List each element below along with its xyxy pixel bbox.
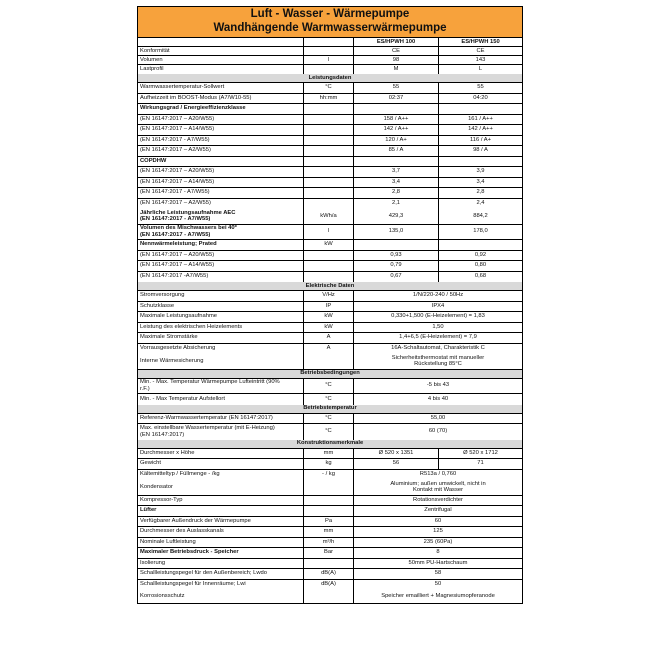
performance-group bbox=[138, 83, 522, 209]
spec-row: (EN 16147:2017 – A2/W55) 2,1 2,4 bbox=[138, 199, 522, 210]
spec-row: Min. - Max Temperatur Aufstellort °C 4 bis 40 bbox=[138, 394, 522, 405]
spec-row-mixed-water: Volumen des Mischwassers bei 40º (EN 16147:2017 - A7/W55) l 135,0 178,0 bbox=[138, 225, 522, 241]
spec-label: Lüfter bbox=[138, 506, 304, 516]
spec-label: (EN 16147:2017 – A20/W55) bbox=[138, 251, 304, 261]
spec-row: (EN 16147:2017 – A14/W55) 142 / A++ 142 / A++ bbox=[138, 125, 522, 136]
spec-row-condenser: Kondensator Aluminium; außen umwickelt, nicht in Kontakt mit Wasser bbox=[138, 480, 522, 496]
spec-row: Verfügbarer Außendruck der Wärmepumpe Pa 60 bbox=[138, 517, 522, 528]
spec-row: (EN 16147:2017 – A20/W55) 158 / A++ 161 / A++ bbox=[138, 115, 522, 126]
spec-row: Lastprofil M L bbox=[140, 66, 483, 73]
spec-row bbox=[138, 104, 522, 115]
spec-label: Durchmesser x Höhe bbox=[138, 449, 304, 459]
spec-row: (EN 16147:2017 – A2/W55) 85 / A 98 / A bbox=[138, 146, 522, 157]
spec-label: Maximale Stromstärke bbox=[138, 333, 304, 343]
operating-group bbox=[138, 379, 522, 405]
spec-label: (EN 16147:2017 -A7/W55) bbox=[138, 272, 304, 283]
spec-row: (EN 16147:2017 -A7/W55) 0,67 0,68 bbox=[138, 272, 522, 283]
spec-label: Nominale Luftleistung bbox=[138, 538, 304, 548]
spec-row: Vorrausgesetzte Absicherung A 16A-Schaltautomat, Charakteristik C bbox=[138, 344, 522, 355]
spec-row: Nominale Luftleistung m³/h 235 (60Pa) bbox=[138, 538, 522, 549]
spec-row-aec: Jährliche Leistungsaufnahme AEC (EN 16147:2017 - A7/W55) kWh/a 429,3 884,2 bbox=[138, 209, 522, 225]
section-header: Elektrische Daten bbox=[138, 282, 522, 291]
spec-row: (EN 16147:2017 - A7/W55) 2,8 2,8 bbox=[138, 188, 522, 199]
spec-label: Maximaler Betriebsdruck - Speicher bbox=[138, 548, 304, 558]
spec-label: Durchmesser des Auslasskanals bbox=[138, 527, 304, 537]
title-banner bbox=[138, 7, 522, 38]
spec-label: Lastprofil bbox=[138, 65, 304, 74]
spec-label: Kältemitteltyp / Füllmenge - /kg bbox=[138, 470, 304, 481]
spec-row: Referenz-Warmwassertemperatur (EN 16147:2017) °C 55,00 bbox=[138, 414, 522, 425]
spec-row: Maximale Leistungsaufnahme kW 0,330+1,500 (E-Heizelement) = 1,83 bbox=[138, 312, 522, 323]
spec-row: Durchmesser x Höhe mm Ø 520 x 1351 Ø 520 x 1712 bbox=[138, 449, 522, 460]
spec-row: Konformität CE CE bbox=[138, 47, 522, 56]
spec-row: Stromversorgung V/Hz 1/N/220-240 / 50Hz bbox=[138, 291, 522, 302]
spec-label: (EN 16147:2017 – A14/W55) bbox=[138, 125, 304, 135]
spec-label: (EN 16147:2017 - A7/W55) bbox=[138, 136, 304, 146]
spec-row-thermal-protection: Interne Wärmesicherung Sicherheitsthermostat mit manueller Rückstellung 85°C bbox=[138, 354, 522, 370]
spec-row: (EN 16147:2017 – A14/W55) 3,4 3,4 bbox=[138, 178, 522, 189]
section-header: Betriebsbedingungen bbox=[138, 370, 522, 379]
spec-row: Maximale Stromstärke A 1,4+6,5 (E-Heizelement) = 7,9 bbox=[138, 333, 522, 344]
spec-sheet bbox=[137, 6, 523, 604]
spec-row-rated-power: Nennwärmeleistung; Prated kW bbox=[138, 240, 522, 251]
spec-row bbox=[138, 157, 522, 168]
spec-label: (EN 16147:2017 – A20/W55) bbox=[138, 115, 304, 125]
spec-row: Kältemitteltyp / Füllmenge - /kg - / kg R513a / 0,760 bbox=[138, 470, 522, 481]
spec-row: Isolierung 50mm PU-Hartschaum bbox=[138, 559, 522, 570]
spec-label: (EN 16147:2017 – A14/W55) bbox=[138, 261, 304, 271]
spec-row: Warmwassertemperatur-Sollwert °C 55 55 bbox=[138, 83, 522, 94]
spec-label: Warmwassertemperatur-Sollwert bbox=[138, 83, 304, 93]
spec-row: Leistung des elektrischen Heizelements kW 1,50 bbox=[138, 323, 522, 334]
spec-row: (EN 16147:2017 - A7/W55) 120 / A+ 116 / A+ bbox=[138, 136, 522, 147]
spec-label: (EN 16147:2017 – A20/W55) bbox=[138, 167, 304, 177]
rated-power-group bbox=[138, 251, 522, 283]
column-header-row bbox=[138, 38, 522, 47]
spec-label: Verfügbarer Außendruck der Wärmepumpe bbox=[138, 517, 304, 527]
spec-row: Kompressor-Typ Rotationsverdichter bbox=[138, 496, 522, 507]
spec-label: (EN 16147:2017 - A7/W55) bbox=[138, 188, 304, 198]
spec-row: Aufheizzeit im BOOST-Modus (A7/W10-55) hh:mm 02:37 04:20 bbox=[138, 94, 522, 105]
spec-row: Maximaler Betriebsdruck - Speicher Bar 8 bbox=[138, 548, 522, 559]
spec-row-corrosion: Korrosionsschutz Speicher emailliert + Magnesiumopferanode bbox=[138, 590, 522, 603]
model-1-header: ES/HPWH 100 bbox=[354, 38, 439, 46]
spec-row: Schutzklasse IP IPX4 bbox=[138, 302, 522, 313]
spec-label: Wirkungsgrad / Energieeffizienzklasse bbox=[138, 104, 304, 114]
spec-row: Gewicht kg 56 71 bbox=[138, 459, 522, 470]
section-header: Konstruktionsmerkmale bbox=[138, 440, 522, 449]
spec-row: Min. - Max. Temperatur Wärmepumpe Lufteintritt (90% r.F.) °C -5 bis 43 bbox=[138, 379, 522, 395]
spec-label: Isolierung bbox=[138, 559, 304, 569]
spec-row: Lüfter Zentrifugal bbox=[138, 506, 522, 517]
spec-label: (EN 16147:2017 – A14/W55) bbox=[138, 178, 304, 188]
electrical-group bbox=[138, 291, 522, 354]
spec-label: Stromversorgung bbox=[138, 291, 304, 301]
general-group bbox=[138, 47, 522, 74]
spec-label: Schutzklasse bbox=[138, 302, 304, 312]
model-2-header: ES/HPWH 150 bbox=[461, 38, 500, 45]
construction-group-b bbox=[138, 496, 522, 591]
spec-row: (EN 16147:2017 – A14/W55) 0,79 0,80 bbox=[138, 261, 522, 272]
section-header: Leistungsdaten bbox=[138, 74, 522, 83]
spec-label: (EN 16147:2017 – A2/W55) bbox=[138, 199, 304, 210]
spec-row: Volumen l 98 143 bbox=[138, 56, 522, 65]
spec-label: Vorrausgesetzte Absicherung bbox=[138, 344, 304, 355]
spec-row: (EN 16147:2017 – A20/W55) 3,7 3,9 bbox=[138, 167, 522, 178]
spec-row: Durchmesser des Auslasskanals mm 125 bbox=[138, 527, 522, 538]
spec-label: Volumen bbox=[138, 56, 304, 64]
spec-row: Max. einstellbare Wassertemperatur (mit E-Heizung) (EN 16147:2017) °C 60 (70) bbox=[140, 425, 448, 438]
spec-label: COPDHW bbox=[138, 157, 304, 167]
temperature-group bbox=[138, 414, 522, 440]
title-line-1: Luft - Wasser - Wärmepumpe bbox=[250, 8, 410, 20]
construction-group-a bbox=[138, 449, 522, 481]
spec-label: Konformität bbox=[138, 47, 304, 55]
spec-label: Gewicht bbox=[138, 459, 304, 469]
spec-row: (EN 16147:2017 – A20/W55) 0,93 0,92 bbox=[138, 251, 522, 262]
title-line-2: Wandhängende Warmwasserwärmepumpe bbox=[213, 21, 447, 34]
spec-label: Aufheizzeit im BOOST-Modus (A7/W10-55) bbox=[138, 94, 304, 104]
section-header: Betriebstemperatur bbox=[138, 405, 522, 414]
spec-row: Schallleistungspegel für den Außenbereich; Lwdo dB(A) 58 bbox=[138, 569, 522, 580]
spec-label: Kompressor-Typ bbox=[138, 496, 304, 506]
spec-label: Schallleistungspegel für den Außenbereich; Lwdo bbox=[138, 569, 304, 579]
spec-label: Schallleistungspegel für Innenräume; Lwi bbox=[138, 580, 304, 591]
spec-label: (EN 16147:2017 – A2/W55) bbox=[138, 146, 304, 156]
spec-label: Leistung des elektrischen Heizelements bbox=[138, 323, 304, 333]
spec-row: Schallleistungspegel für Innenräume; Lwi dB(A) 50 bbox=[138, 580, 522, 591]
spec-label: Maximale Leistungsaufnahme bbox=[138, 312, 304, 322]
